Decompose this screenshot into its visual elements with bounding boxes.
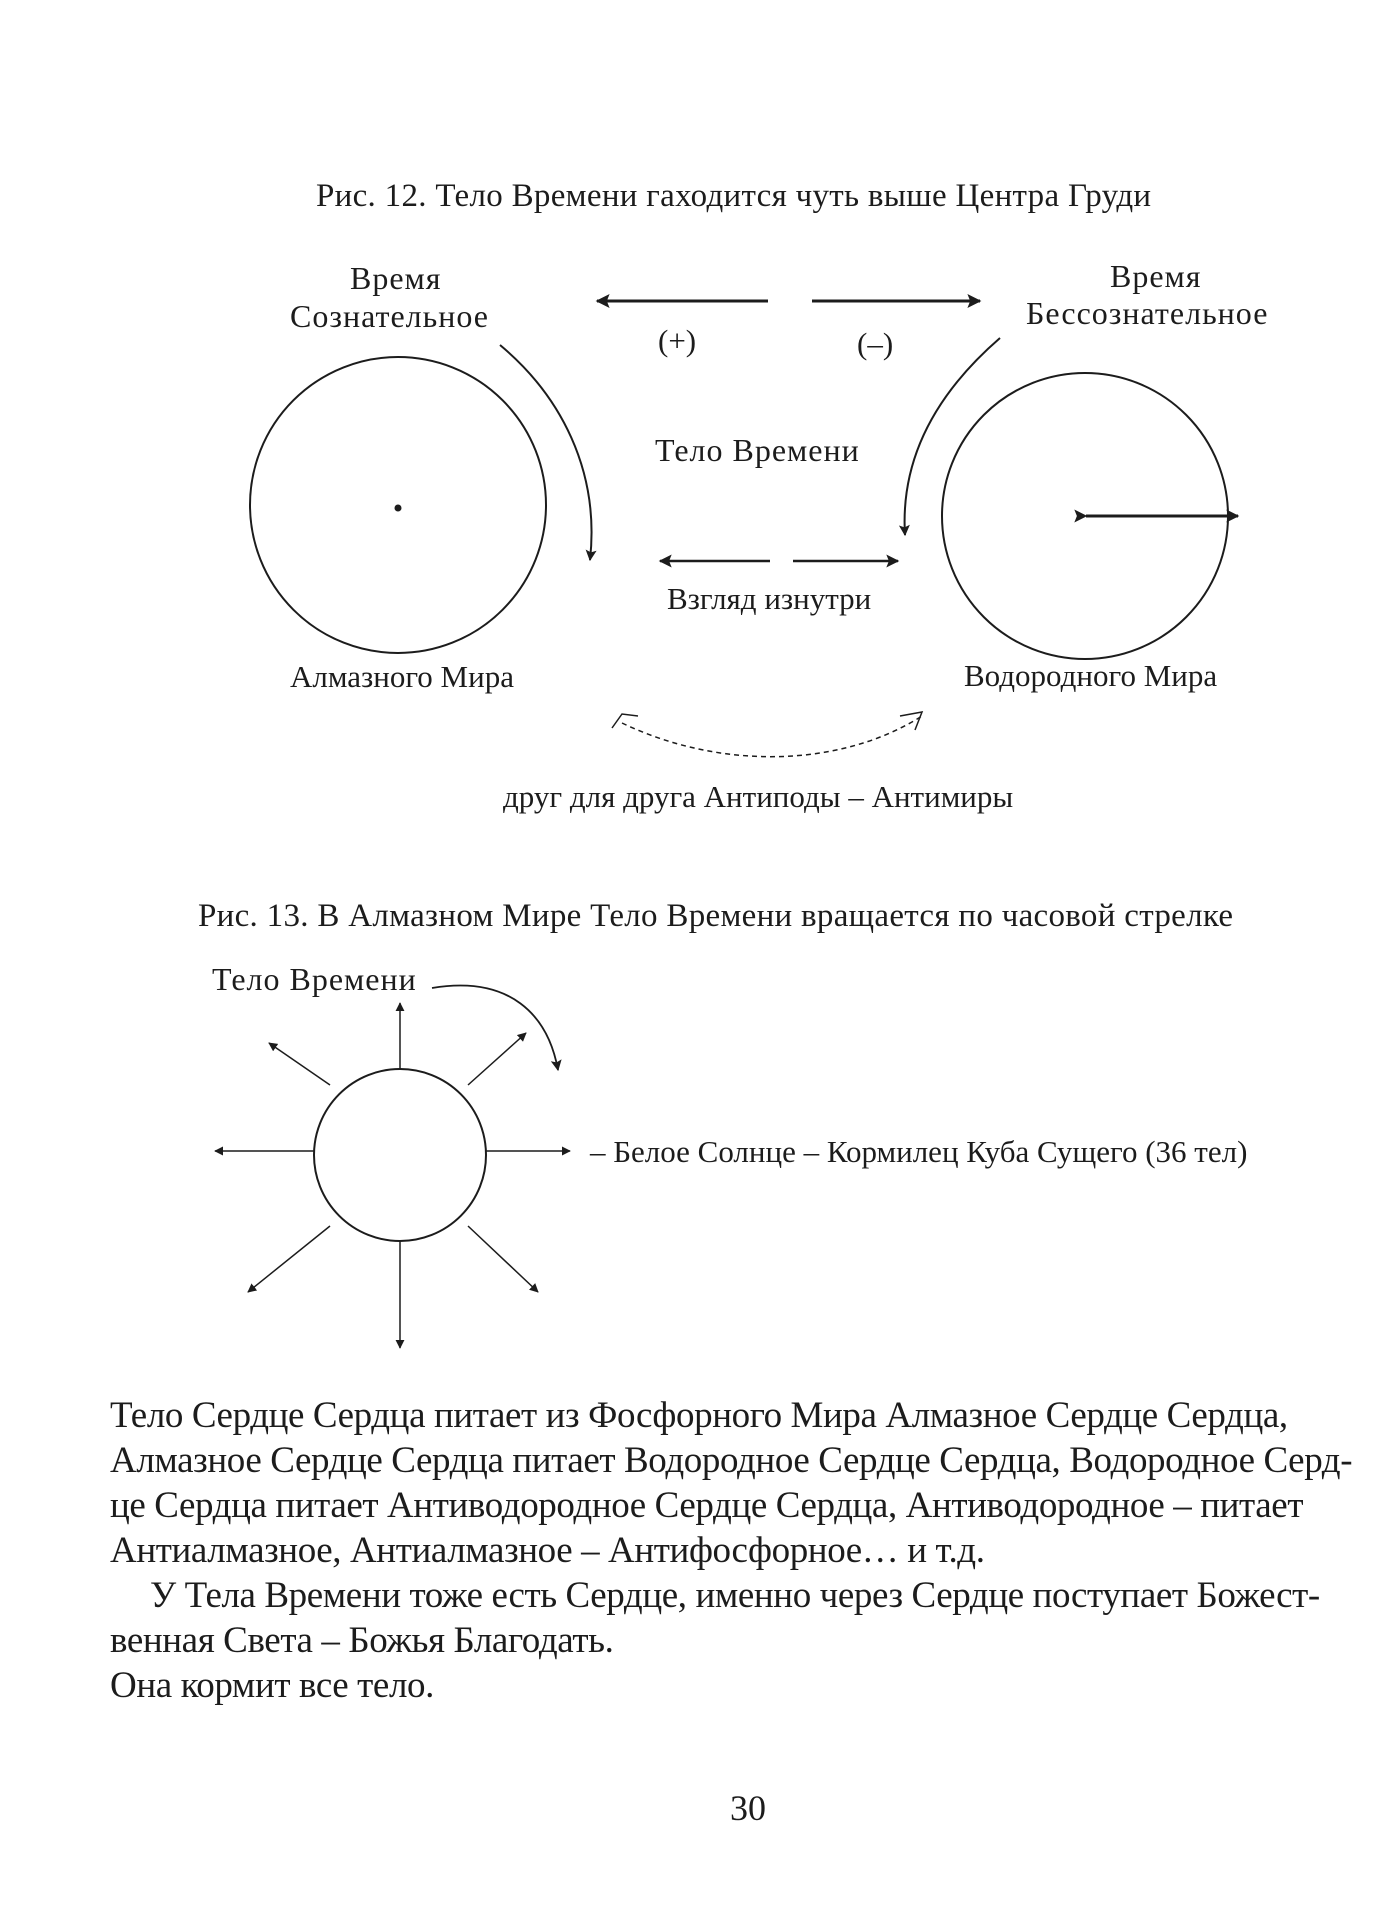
- unconscious-time-arc: [905, 338, 1000, 535]
- body-text: [110, 1393, 1390, 1708]
- antipodes-arc: [622, 716, 922, 757]
- sun-ray-ne: [468, 1033, 526, 1085]
- paragraph-1-line-4: Антиалмазное, Антиалмазное – Антифосфорное… и т.д.: [110, 1530, 985, 1571]
- sun-ray-sw: [248, 1226, 330, 1292]
- paragraph-3-line-1: Она кормит все тело.: [110, 1665, 434, 1706]
- page-number: 30: [730, 1788, 766, 1828]
- minus-sign: (–): [857, 326, 894, 361]
- time-conscious-label-2: Сознательное: [290, 298, 489, 334]
- diamond-world-label: Алмазного Мира: [290, 659, 514, 694]
- clockwise-arc: [432, 986, 558, 1070]
- time-body-center-label: Тело Времени: [655, 432, 860, 468]
- time-unconscious-label-1: Время: [1110, 258, 1202, 294]
- hydrogen-world-label: Водородного Мира: [964, 658, 1218, 693]
- paragraph-1-line-1: Тело Сердце Сердца питает из Фосфорного Мира Алмазное Сердце Сердца,: [110, 1395, 1288, 1436]
- antipodes-arrow-left: [612, 714, 638, 728]
- antipodes-label: друг для друга Антиподы – Антимиры: [503, 779, 1014, 814]
- white-sun-label: – Белое Солнце – Кормилец Куба Сущего (36 тел): [590, 1134, 1248, 1169]
- time-conscious-label-1: Время: [350, 260, 442, 296]
- paragraph-1-line-3: це Сердца питает Антиводородное Сердце Сердца, Антиводородное – питает: [110, 1485, 1304, 1526]
- conscious-time-arc: [500, 345, 592, 560]
- figure-13-caption: Рис. 13. В Алмазном Мире Тело Времени вращается по часовой стрелке: [198, 898, 1234, 934]
- sun-ray-nw: [269, 1043, 330, 1085]
- white-sun-circle: [314, 1069, 486, 1241]
- time-body-label-fig13: Тело Времени: [212, 961, 417, 997]
- paragraph-1-line-2: Алмазное Сердце Сердца питает Водородное Сердце Сердца, Водородное Серд-: [110, 1440, 1353, 1481]
- paragraph-2-line-2: венная Света – Божья Благодать.: [110, 1620, 614, 1661]
- time-unconscious-label-2: Бессознательное: [1026, 295, 1269, 331]
- paragraph-2-line-1: У Тела Времени тоже есть Сердце, именно через Сердце поступает Божест-: [150, 1575, 1320, 1616]
- sun-ray-se: [468, 1226, 538, 1292]
- inner-view-label: Взгляд изнутри: [667, 581, 872, 616]
- figure-12-caption: Рис. 12. Тело Времени гаходится чуть выше Центра Груди: [316, 178, 1152, 214]
- plus-sign: (+): [658, 323, 697, 358]
- diamond-world-center-dot: [395, 505, 402, 512]
